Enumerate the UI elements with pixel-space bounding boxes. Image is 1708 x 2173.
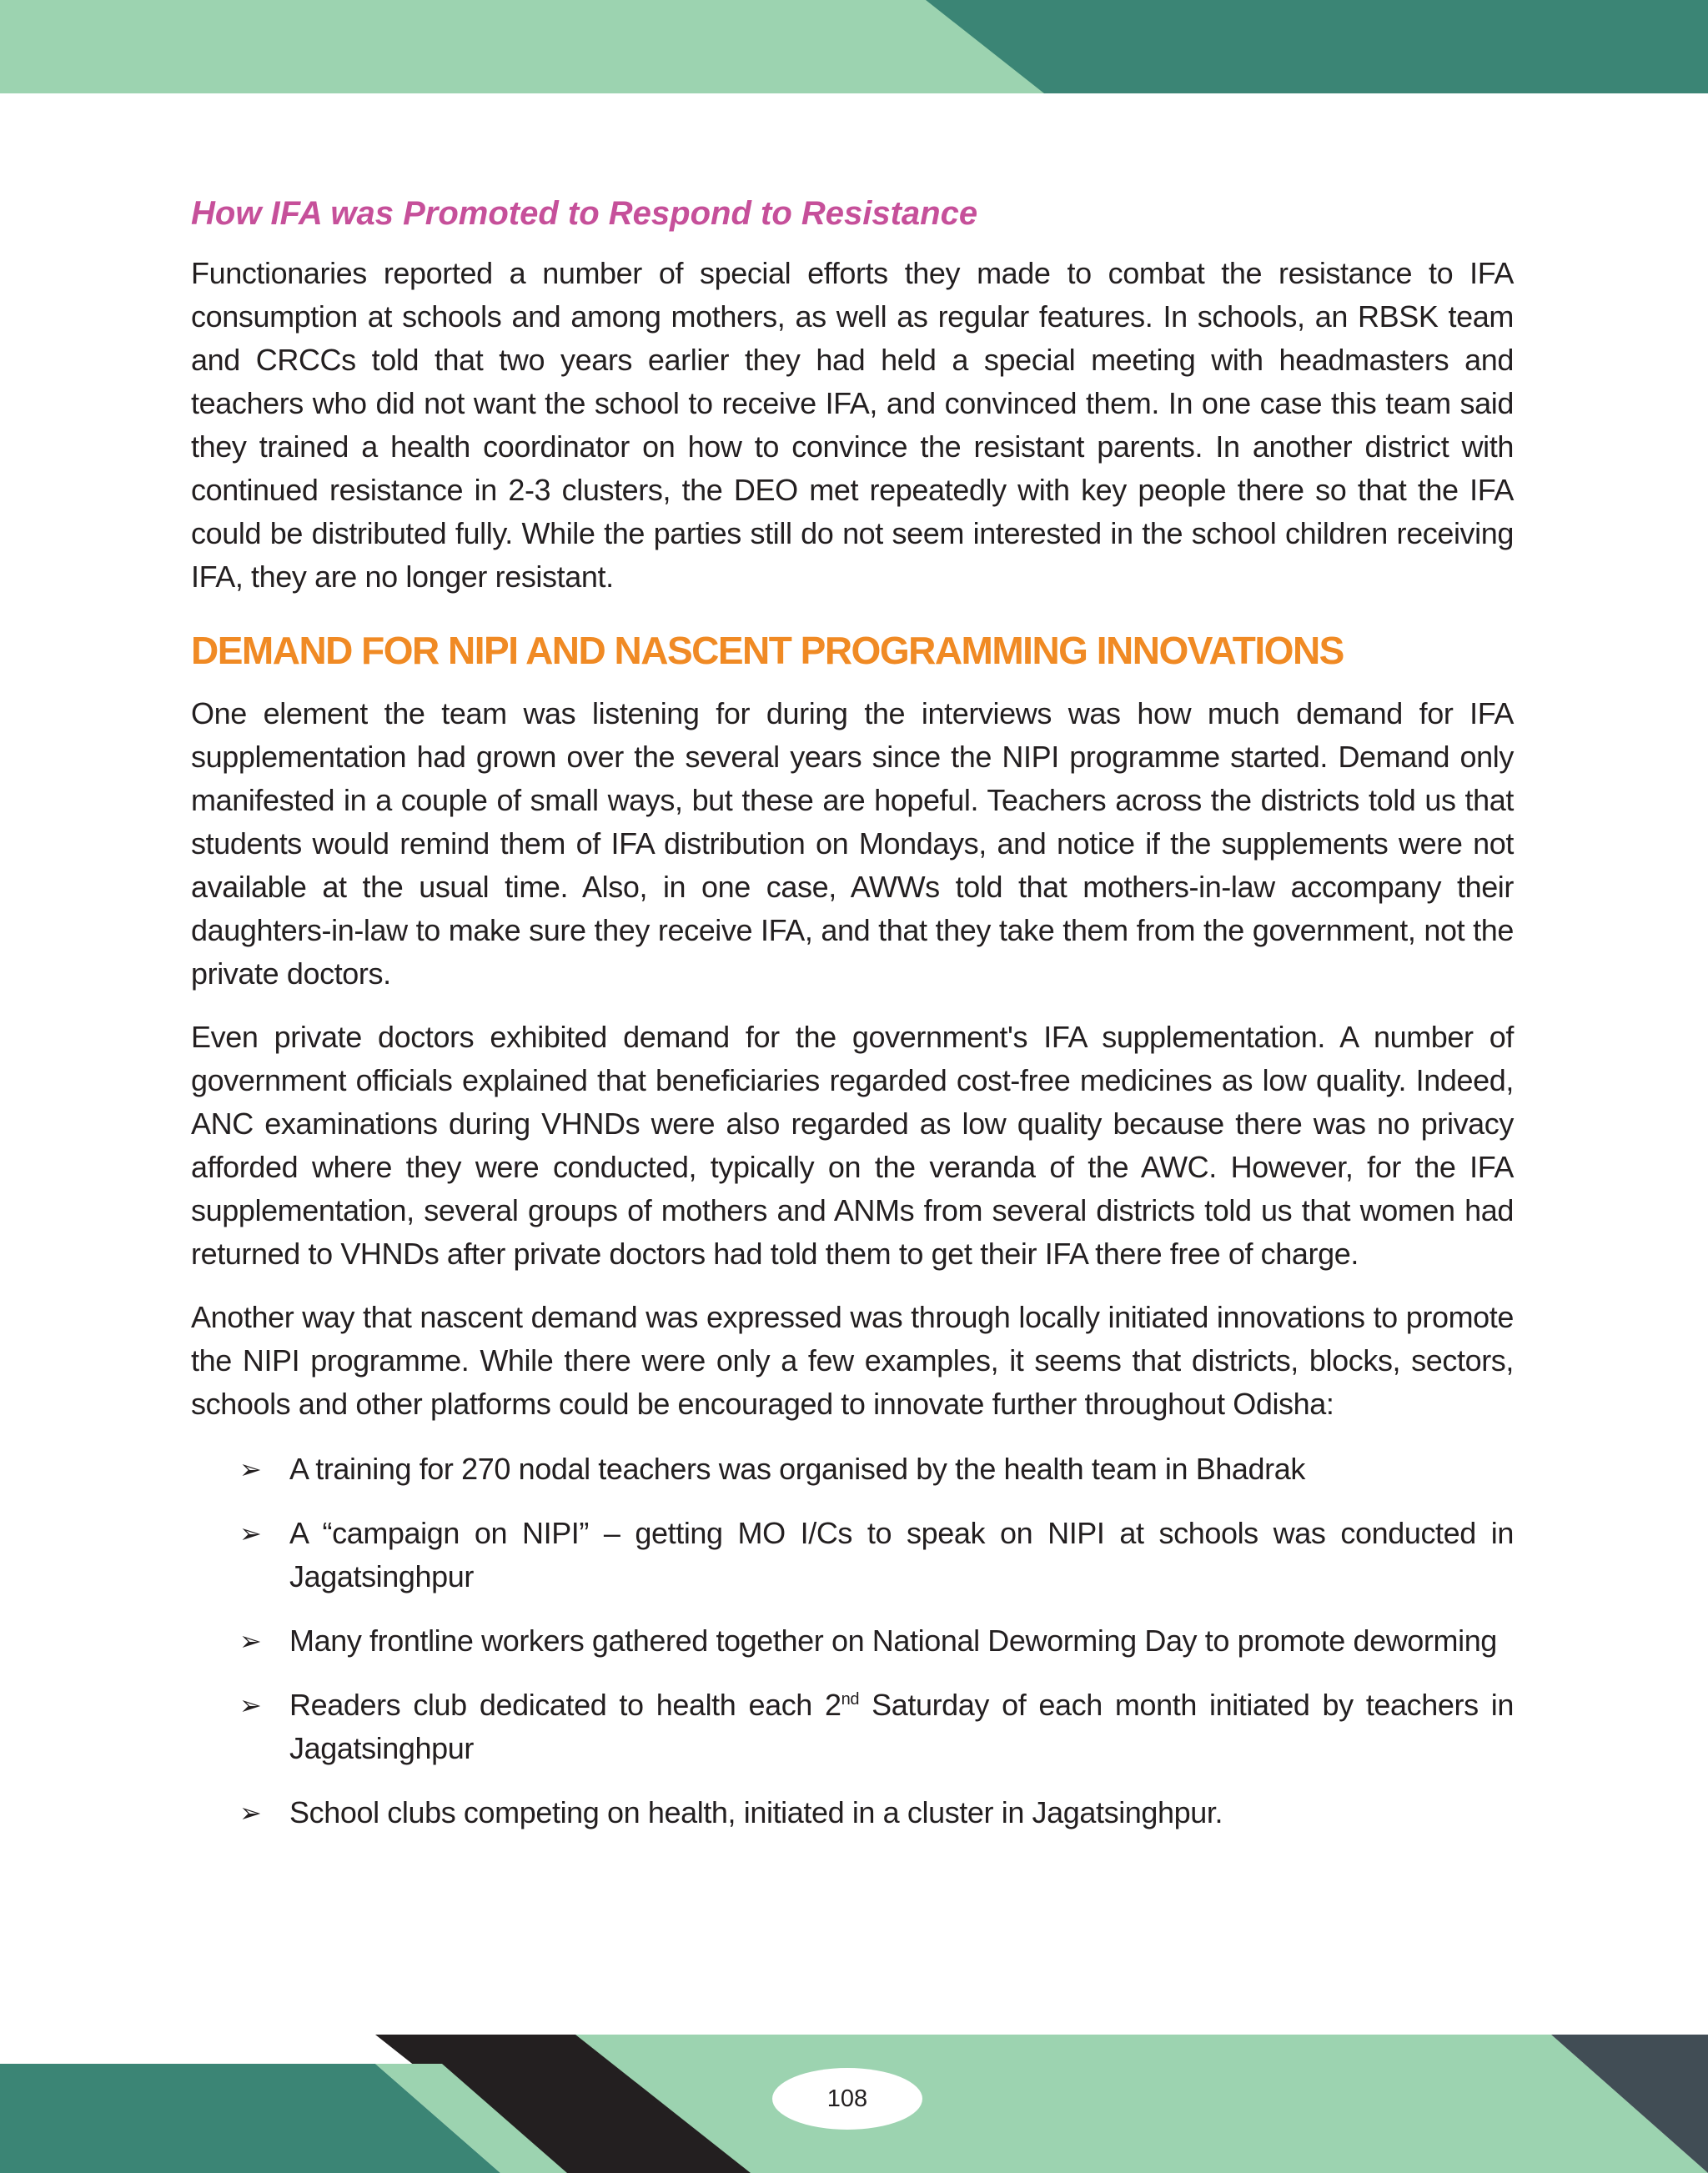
ordinal-suffix: nd <box>841 1690 860 1709</box>
page-number-badge <box>772 2068 922 2130</box>
bullet-text: School clubs competing on health, initiated in a cluster in Jagatsinghpur. <box>289 1795 1223 1829</box>
list-item <box>239 1619 1514 1663</box>
top-decorative-band <box>0 0 1708 93</box>
list-item <box>239 1512 1514 1598</box>
paragraph-private-doctors: Even private doctors exhibited demand for the government's IFA supplementation. A number of government officials explained that beneficiaries regarded cost-free medicines as low quality. Indeed, ANC examinations during VHNDs were also regarded as low quality because there was no privacy afforded where they were conducted, typically on the veranda of the AWC. However, for the IFA supplementation, several groups of mothers and ANMs from several districts told us that women had returned to VHNDs after private doctors had told them to get their IFA there free of charge. <box>191 1020 1514 1271</box>
paragraph-resistance-efforts: Functionaries reported a number of special efforts they made to combat the resistance to IFA consumption at schools and among mothers, as well as regular features. In schools, an RBSK team and CRCCs told that two years earlier they had held a special meeting with headmasters and teachers who did not want the school to receive IFA, and convinced them. In one case this team said they trained a health coordinator on how to convince the resistant parents. In another district with continued resistance in 2-3 clusters, the DEO met repeatedly with key people there so that the IFA could be distributed fully. While the parties still do not seem interested in the school children receiving IFA, they are no longer resistant. <box>191 256 1514 594</box>
page-content <box>191 190 1514 1855</box>
list-item <box>239 1791 1514 1834</box>
list-item <box>239 1448 1514 1491</box>
innovation-bullet-list <box>191 1448 1514 1834</box>
section-heading-demand: DEMAND FOR NIPI AND NASCENT PROGRAMMING INNOVATIONS <box>191 629 1344 672</box>
page-number: 108 <box>826 2085 868 2112</box>
bullet-text <box>289 1684 1514 1770</box>
bullet-text: Many frontline workers gathered together on National Deworming Day to promote deworming <box>289 1623 1497 1658</box>
bullet-text-part: Saturday of each month initiated by teachers in Jagatsinghpur <box>289 1688 1514 1765</box>
arrow-bullet-icon: ➢ <box>239 1518 262 1549</box>
paragraph-demand-growth: One element the team was listening for during the interviews was how much demand for IFA supplementation had grown over the several years since the NIPI programme started. Demand only manifested in a couple of small ways, but these are hopeful. Teachers across the districts told us that students would remind them of IFA distribution on Mondays, and notice if the supplements were not available at the usual time. Also, in one case, AWWs told that mothers-in-law accompany their daughters-in-law to make sure they receive IFA, and that they take them from the government, not the private doctors. <box>191 696 1514 991</box>
arrow-bullet-icon: ➢ <box>239 1797 262 1829</box>
arrow-bullet-icon: ➢ <box>239 1625 262 1657</box>
bullet-text-part: Readers club dedicated to health each 2 <box>289 1688 841 1722</box>
paragraph-nascent-innovations: Another way that nascent demand was expressed was through locally initiated innovations to promote the NIPI programme. While there were only a few examples, it seems that districts, blocks, sectors, schools and other platforms could be encouraged to innovate further throughout Odisha: <box>191 1300 1514 1421</box>
bullet-text: A “campaign on NIPI” – getting MO I/Cs to speak on NIPI at schools was conducted in Jagatsinghpur <box>289 1516 1514 1593</box>
arrow-bullet-icon: ➢ <box>239 1453 262 1485</box>
arrow-bullet-icon: ➢ <box>239 1689 262 1721</box>
list-item <box>239 1684 1514 1770</box>
subheading-ifa-promotion: How IFA was Promoted to Respond to Resistance <box>191 195 978 232</box>
bullet-text: A training for 270 nodal teachers was organised by the health team in Bhadrak <box>289 1452 1305 1486</box>
